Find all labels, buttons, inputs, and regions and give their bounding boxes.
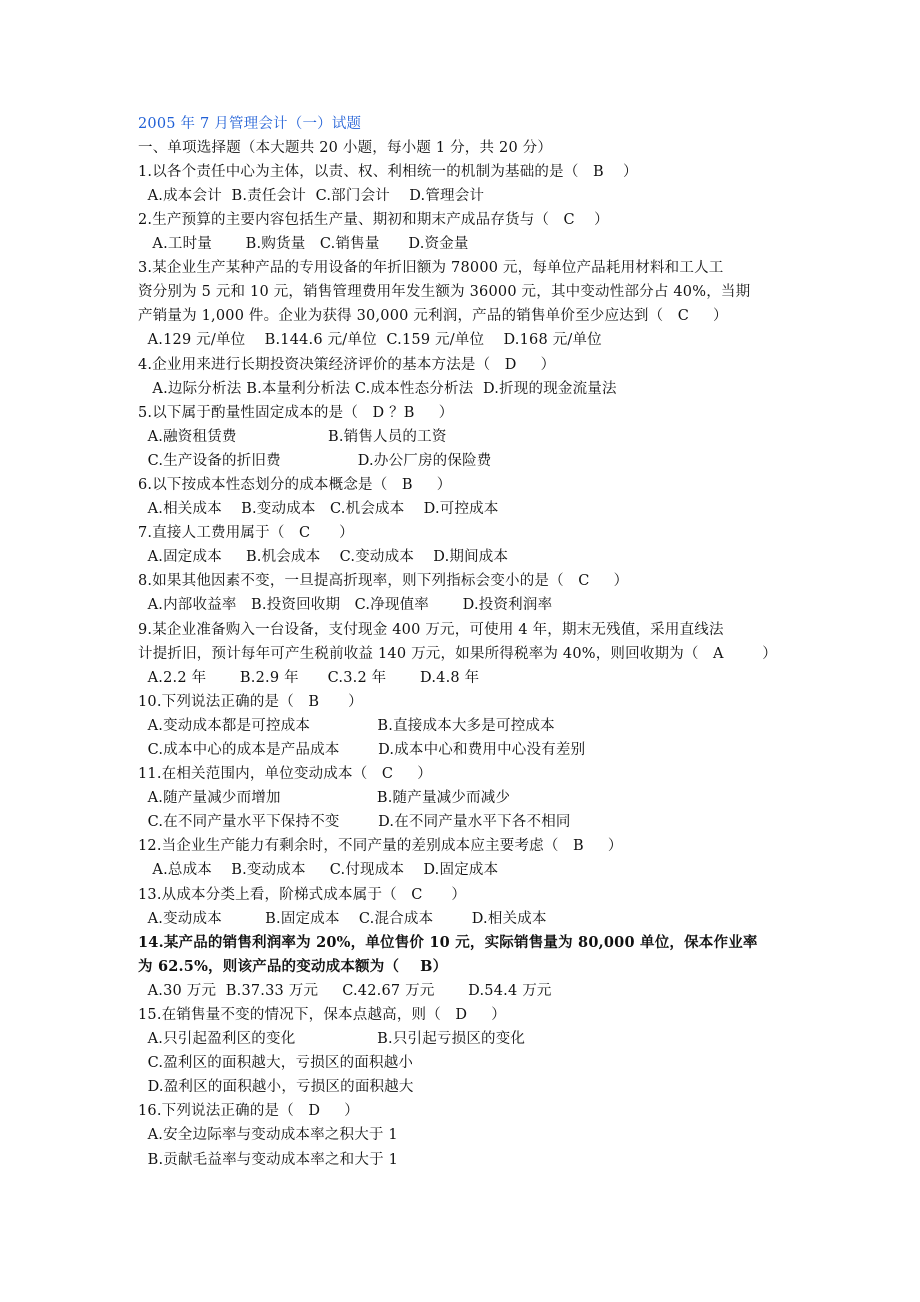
question-3-line-3: 产销量为 1,000 件。企业为获得 30,000 元利润，产品的销售单价至少应达到（ C ） <box>138 308 728 324</box>
question-5-options-cd: C.生产设备的折旧费 D.办公厂房的保险费 <box>138 453 492 469</box>
question-14-line-1: 14.某产品的销售利润率为 20%，单位售价 10 元，实际销售量为 80,000 单位，保本作业率 <box>138 934 758 951</box>
question-11-options-cd: C.在不同产量水平下保持不变 D.在不同产量水平下各不相同 <box>138 814 571 830</box>
question-5: 5.以下属于酌量性固定成本的是（ D ？B ） <box>138 405 454 421</box>
question-11: 11.在相关范围内，单位变动成本（ C ） <box>138 766 432 782</box>
question-16-option-b: B.贡献毛益率与变动成本率之和大于 1 <box>138 1152 399 1168</box>
question-9-options: A.2.2 年 B.2.9 年 C.3.2 年 D.4.8 年 <box>138 670 480 686</box>
question-16: 16.下列说法正确的是（ D ） <box>138 1103 359 1119</box>
question-10-options-ab: A.变动成本都是可控成本 B.直接成本大多是可控成本 <box>138 718 555 734</box>
question-11-options-ab: A.随产量减少而增加 B.随产量减少而减少 <box>138 790 511 806</box>
question-6-options: A.相关成本 B.变动成本 C.机会成本 D.可控成本 <box>138 501 499 517</box>
question-15-options-ab: A.只引起盈利区的变化 B.只引起亏损区的变化 <box>138 1031 526 1047</box>
question-3-line-1: 3.某企业生产某种产品的专用设备的年折旧额为 78000 元，每单位产品耗用材料和工人工 <box>138 260 724 276</box>
question-16-option-a: A.安全边际率与变动成本率之积大于 1 <box>138 1127 398 1143</box>
question-2: 2.生产预算的主要内容包括生产量、期初和期末产成品存货与（ C ） <box>138 212 609 228</box>
question-12: 12.当企业生产能力有剩余时，不同产量的差别成本应主要考虑（ B ） <box>138 838 623 854</box>
question-15-option-c: C.盈利区的面积越大，亏损区的面积越小 <box>138 1055 414 1071</box>
question-1: 1.以各个责任中心为主体，以责、权、利相统一的机制为基础的是（ B ） <box>138 164 638 180</box>
question-3-options: A.129 元/单位 B.144.6 元/单位 C.159 元/单位 D.168 元/单位 <box>138 332 602 348</box>
question-9-line-1: 9.某企业准备购入一台设备，支付现金 400 万元，可使用 4 年，期末无残值，采用直线法 <box>138 622 724 638</box>
question-7-options: A.固定成本 B.机会成本 C.变动成本 D.期间成本 <box>138 549 509 565</box>
question-4-options: A.边际分析法 B.本量利分析法 C.成本性态分析法 D.折现的现金流量法 <box>138 381 617 397</box>
question-15: 15.在销售量不变的情况下，保本点越高，则（ D ） <box>138 1007 506 1023</box>
question-14-options: A.30 万元 B.37.33 万元 C.42.67 万元 D.54.4 万元 <box>138 983 552 999</box>
question-13: 13.从成本分类上看，阶梯式成本属于（ C ） <box>138 887 467 903</box>
question-15-option-d: D.盈利区的面积越小，亏损区的面积越大 <box>138 1079 414 1095</box>
question-12-options: A.总成本 B.变动成本 C.付现成本 D.固定成本 <box>138 862 499 878</box>
question-13-options: A.变动成本 B.固定成本 C.混合成本 D.相关成本 <box>138 911 547 927</box>
section-heading: 一、单项选择题（本大题共 20 小题，每小题 1 分，共 20 分） <box>138 140 553 156</box>
question-5-options-ab: A.融资租赁费 B.销售人员的工资 <box>138 429 447 445</box>
question-8: 8.如果其他因素不变，一旦提高折现率，则下列指标会变小的是（ C ） <box>138 573 629 589</box>
question-3-line-2: 资分别为 5 元和 10 元，销售管理费用年发生额为 36000 元，其中变动性部分占 40%，当期 <box>138 284 751 300</box>
question-2-options: A.工时量 B.购货量 C.销售量 D.资金量 <box>138 236 469 252</box>
question-4: 4.企业用来进行长期投资决策经济评价的基本方法是（ D ） <box>138 357 556 373</box>
question-6: 6.以下按成本性态划分的成本概念是（ B ） <box>138 477 452 493</box>
question-14-line-2: 为 62.5%，则该产品的变动成本额为（ B） <box>138 958 448 975</box>
question-7: 7.直接人工费用属于（ C ） <box>138 525 354 541</box>
document-title: 2005 年 7 月管理会计（一）试题 <box>138 116 362 132</box>
question-10: 10.下列说法正确的是（ B ） <box>138 694 363 710</box>
question-9-line-2: 计提折旧，预计每年可产生税前收益 140 万元，如果所得税率为 40%，则回收期为（ A ） <box>138 646 777 662</box>
question-1-options: A.成本会计 B.责任会计 C.部门会计 D.管理会计 <box>138 188 485 204</box>
question-8-options: A.内部收益率 B.投资回收期 C.净现值率 D.投资利润率 <box>138 597 553 613</box>
question-10-options-cd: C.成本中心的成本是产品成本 D.成本中心和费用中心没有差别 <box>138 742 586 758</box>
